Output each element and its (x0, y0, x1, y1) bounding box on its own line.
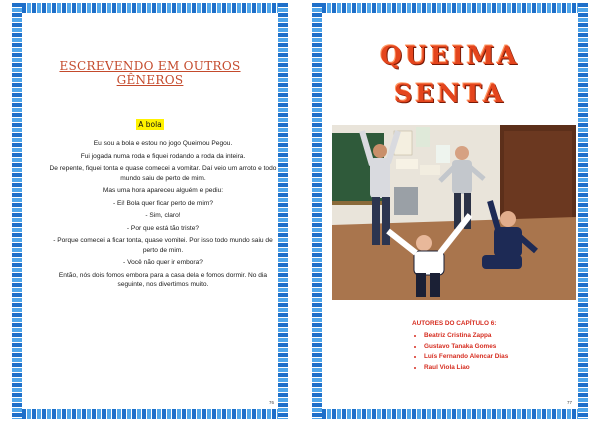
author-item: • Gustavo Tanaka Gomes (424, 343, 508, 350)
story-title-text: A bola (138, 120, 162, 129)
page-number: 77 (566, 400, 572, 405)
authors-items (412, 332, 508, 371)
chapter-title-line1: QUEIMA (380, 41, 520, 70)
story-title (12, 112, 288, 131)
story-paragraph: - Por que está tão triste? (126, 224, 200, 232)
story-paragraph: Então, nós dois fomos embora para a casa dela e fomos dormir. No dia seguinte, nos divertimos muito. (58, 271, 268, 288)
author-item: • Beatriz Cristina Zappa (424, 332, 508, 339)
decorative-border-left (12, 3, 22, 419)
chapter-title-line2: SENTA (394, 79, 506, 108)
story-paragraph: Mas uma hora apareceu alguém e pediu: (102, 187, 224, 194)
story-paragraph: - Porque comecei a ficar tonta, quase vomitei. Por isso todo mundo saiu de perto de mim. (53, 237, 273, 254)
story-paragraph: Fui jogada numa roda e fiquei rodando a roda da inteira. (80, 152, 246, 160)
left-page (12, 3, 288, 419)
story-paragraph: - Sim, claro! (145, 212, 181, 219)
section-title: ESCREVENDO EM OUTROS GÊNEROS (59, 59, 241, 87)
story-paragraph: - Ei! Bola quer ficar perto de mim? (112, 199, 214, 207)
decorative-border-top (12, 3, 288, 13)
right-page (312, 3, 588, 419)
story-paragraph: Eu sou a bola e estou no jogo Queimou Pegou. (93, 140, 233, 147)
authors-list (412, 320, 508, 374)
story-paragraph: - Você não quer ir embora? (123, 259, 203, 266)
story-body (46, 139, 280, 293)
classroom-photo (332, 125, 576, 300)
author-item: • Raul Viola Liao (424, 364, 508, 371)
decorative-border-bottom (12, 409, 288, 419)
decorative-border-bottom (312, 409, 588, 419)
story-paragraph: De repente, fiquei tonta e quase comecei a vomitar. Daí veio um arroto e todo mundo saiu de perto de mim. (49, 165, 277, 182)
page-number: 76 (268, 400, 274, 405)
decorative-border-top (312, 3, 588, 13)
chapter-title (312, 37, 588, 113)
author-item: • Luís Fernando Alencar Dias (424, 353, 508, 360)
authors-heading: AUTORES DO CAPÍTULO 6: (412, 320, 497, 327)
